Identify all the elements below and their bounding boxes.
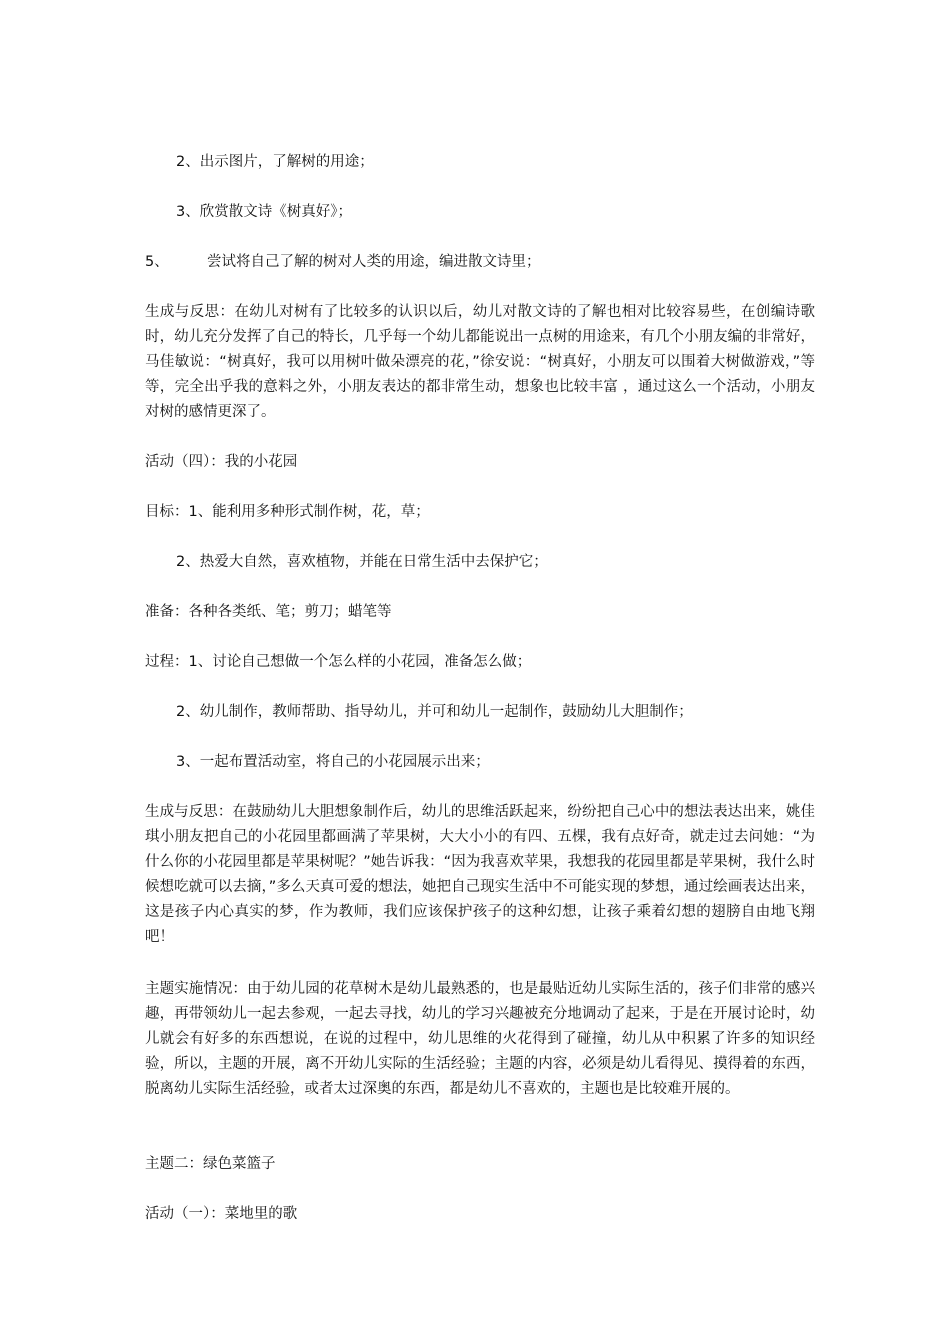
reflection-paragraph-2: 生成与反思：在鼓励幼儿大胆想象制作后，幼儿的思维活跃起来，纷纷把自己心中的想法表达出来，姚佳琪小朋友把自己的小花园里都画满了苹果树，大大小小的有四、五棵，我有点好奇，就走过去问她：“为什么你的小花园里都是苹果树呢？”她告诉我：“因为我喜欢苹果，我想我的花园里都是苹果树，我什么时候想吃就可以去摘，”多么天真可爱的想法，她把自己现实生活中不可能实现的梦想，通过绘画表达出来，这是孩子内心真实的梦，作为教师，我们应该保护孩子的这种幻想，让孩子乘着幻想的翅膀自由地飞翔吧！ [145,804,815,945]
process-1: 过程：1、讨论自己想做一个怎么样的小花园，准备怎么做； [145,654,532,670]
step-5-compose-poem [145,250,815,275]
activity-4-heading: 活动（四）：我的小花园 [145,454,298,470]
preparation: 准备：各种各类纸、笔；剪刀；蜡笔等 [145,604,392,620]
process-3: 3、一起布置活动室，将自己的小花园展示出来； [176,754,490,770]
step-5-text: 尝试将自己了解的树对人类的用途，编进散文诗里； [207,254,541,270]
step-5-number: 5、 [145,254,169,270]
step-2-show-pictures: 2、出示图片，了解树的用途； [176,154,374,170]
activity-1-heading: 活动（一）：菜地里的歌 [145,1206,298,1222]
goal-2: 2、热爱大自然，喜欢植物，并能在日常生活中去保护它； [176,554,548,570]
theme-2-heading: 主题二：绿色菜篮子 [145,1156,276,1172]
step-3-appreciate-poem: 3、欣赏散文诗《树真好》； [176,204,352,220]
goal-1: 目标：1、能利用多种形式制作树，花，草； [145,504,430,520]
process-2: 2、幼儿制作，教师帮助、指导幼儿，并可和幼儿一起制作，鼓励幼儿大胆制作； [176,704,693,720]
reflection-paragraph-1: 生成与反思：在幼儿对树有了比较多的认识以后，幼儿对散文诗的了解也相对比较容易些，在创编诗歌时，幼儿充分发挥了自己的特长，几乎每一个幼儿都能说出一点树的用途来，有几个小朋友编的非常好，马佳敏说：“树真好，我可以用树叶做朵漂亮的花，”徐安说：“树真好，小朋友可以围着大树做游戏，”等等，完全出乎我的意料之外，小朋友表达的都非常生动，想象也比较丰富 ，通过这么一个活动，小朋友对树的感情更深了。 [145,304,815,420]
theme-implementation-summary: 主题实施情况：由于幼儿园的花草树木是幼儿最熟悉的，也是最贴近幼儿实际生活的，孩子们非常的感兴趣，再带领幼儿一起去参观，一起去寻找，幼儿的学习兴趣被充分地调动了起来，于是在开展讨论时，幼儿就会有好多的东西想说，在说的过程中，幼儿思维的火花得到了碰撞，幼儿从中积累了许多的知识经验，所以，主题的开展，离不开幼儿实际的生活经验；主题的内容，必须是幼儿看得见、摸得着的东西，脱离幼儿实际生活经验，或者太过深奥的东西，都是幼儿不喜欢的，主题也是比较难开展的。 [145,981,815,1097]
